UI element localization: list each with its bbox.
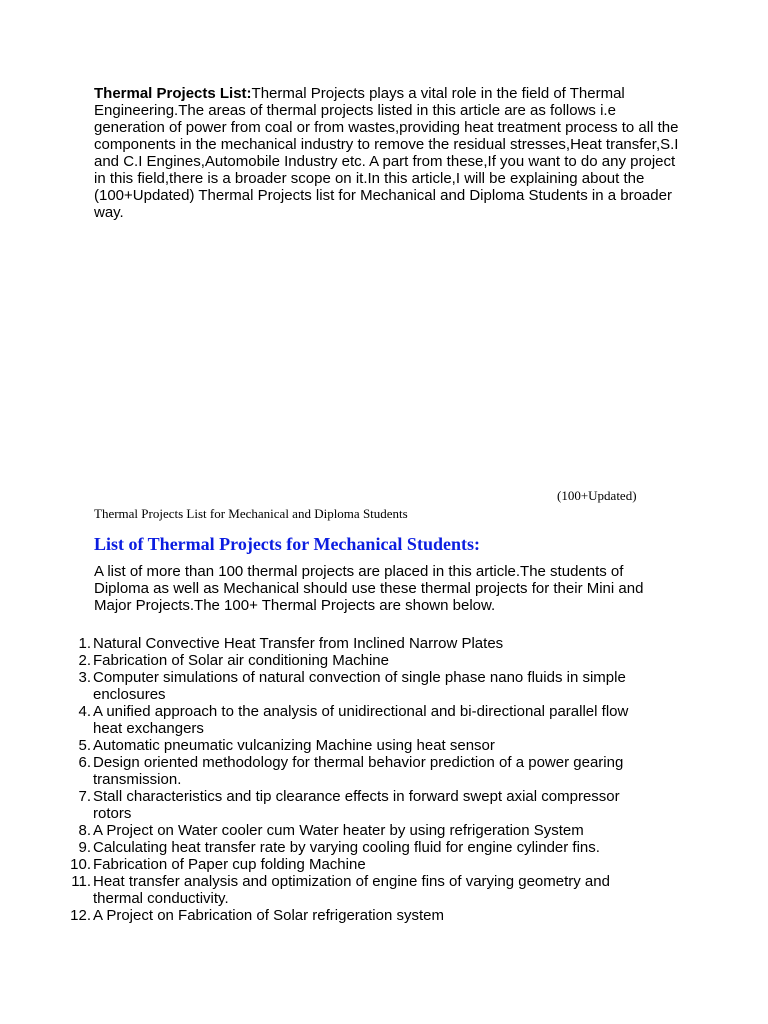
list-item	[0, 754, 643, 788]
list-item-number: 8.	[78, 822, 91, 839]
list-item-text: Automatic pneumatic vulcanizing Machine using heat sensor	[93, 737, 495, 754]
list-item-text: A Project on Water cooler cum Water heater by using refrigeration System	[93, 822, 584, 839]
list-item-number: 12.	[70, 907, 91, 924]
list-item-text: A Project on Fabrication of Solar refrigeration system	[93, 907, 444, 924]
list-item-text: Stall characteristics and tip clearance effects in forward swept axial compressor rotors	[93, 788, 620, 822]
list-item	[0, 907, 643, 924]
image-updated-label: (100+Updated)	[557, 488, 637, 503]
list-item-text: Natural Convective Heat Transfer from Inclined Narrow Plates	[93, 635, 504, 652]
list-item-number: 7.	[78, 788, 91, 805]
list-item-number: 5.	[78, 737, 91, 754]
image-caption: Thermal Projects List for Mechanical and Diploma Students	[94, 506, 408, 521]
section-heading: List of Thermal Projects for Mechanical Students:	[94, 534, 480, 554]
list-item	[0, 873, 643, 907]
intro-text: Thermal Projects plays a vital role in the field of Thermal Engineering.The areas of thermal projects listed in this article are as follows i.e generation of power from coal or from wastes,providing heat treatment process to all the components in the mechanical industry to remove the residual stresses,Heat transfer,S.I and C.I Engines,Automobile Industry etc. A part from these,If you want to do any project in this field,there is a broader scope on it.In this article,I will be explaining about the (100+Updated) Thermal Projects list for Mechanical and Diploma Students in a broader way.	[94, 85, 679, 221]
list-item-text: Fabrication of Paper cup folding Machine	[93, 856, 366, 873]
list-item-number: 9.	[78, 839, 91, 856]
list-item-text: Design oriented methodology for thermal behavior prediction of a power gearing transmission.	[93, 754, 624, 788]
list-item	[0, 703, 643, 737]
intro-title: Thermal Projects List:	[94, 85, 252, 102]
list-item-number: 3.	[78, 669, 91, 686]
list-item-number: 6.	[78, 754, 91, 771]
list-item-text: Heat transfer analysis and optimization of engine fins of varying geometry and thermal conductivity.	[93, 873, 610, 907]
intro-paragraph	[94, 85, 684, 221]
list-item	[0, 737, 643, 754]
list-item-text: A unified approach to the analysis of unidirectional and bi-directional parallel flow heat exchangers	[93, 703, 629, 737]
list-item-text: Calculating heat transfer rate by varying cooling fluid for engine cylinder fins.	[93, 839, 600, 856]
section-description: A list of more than 100 thermal projects are placed in this article.The students of Diploma as well as Mechanical should use these thermal projects for their Mini and Major Projects.The 100+ Thermal Projects are shown below.	[94, 563, 644, 614]
list-item-number: 10.	[70, 856, 91, 873]
list-item-text: Computer simulations of natural convection of single phase nano fluids in simple enclosures	[93, 669, 626, 703]
list-item	[0, 788, 643, 822]
list-item-text: Fabrication of Solar air conditioning Machine	[93, 652, 389, 669]
list-item	[0, 856, 643, 873]
list-item	[0, 635, 643, 652]
projects-list	[0, 635, 768, 924]
list-item-number: 4.	[78, 703, 91, 720]
list-item-number: 1.	[78, 635, 91, 652]
list-item	[0, 652, 643, 669]
list-item	[0, 839, 643, 856]
list-item	[0, 669, 643, 703]
list-item-number: 11.	[71, 873, 91, 890]
list-item-number: 2.	[78, 652, 91, 669]
list-item	[0, 822, 643, 839]
